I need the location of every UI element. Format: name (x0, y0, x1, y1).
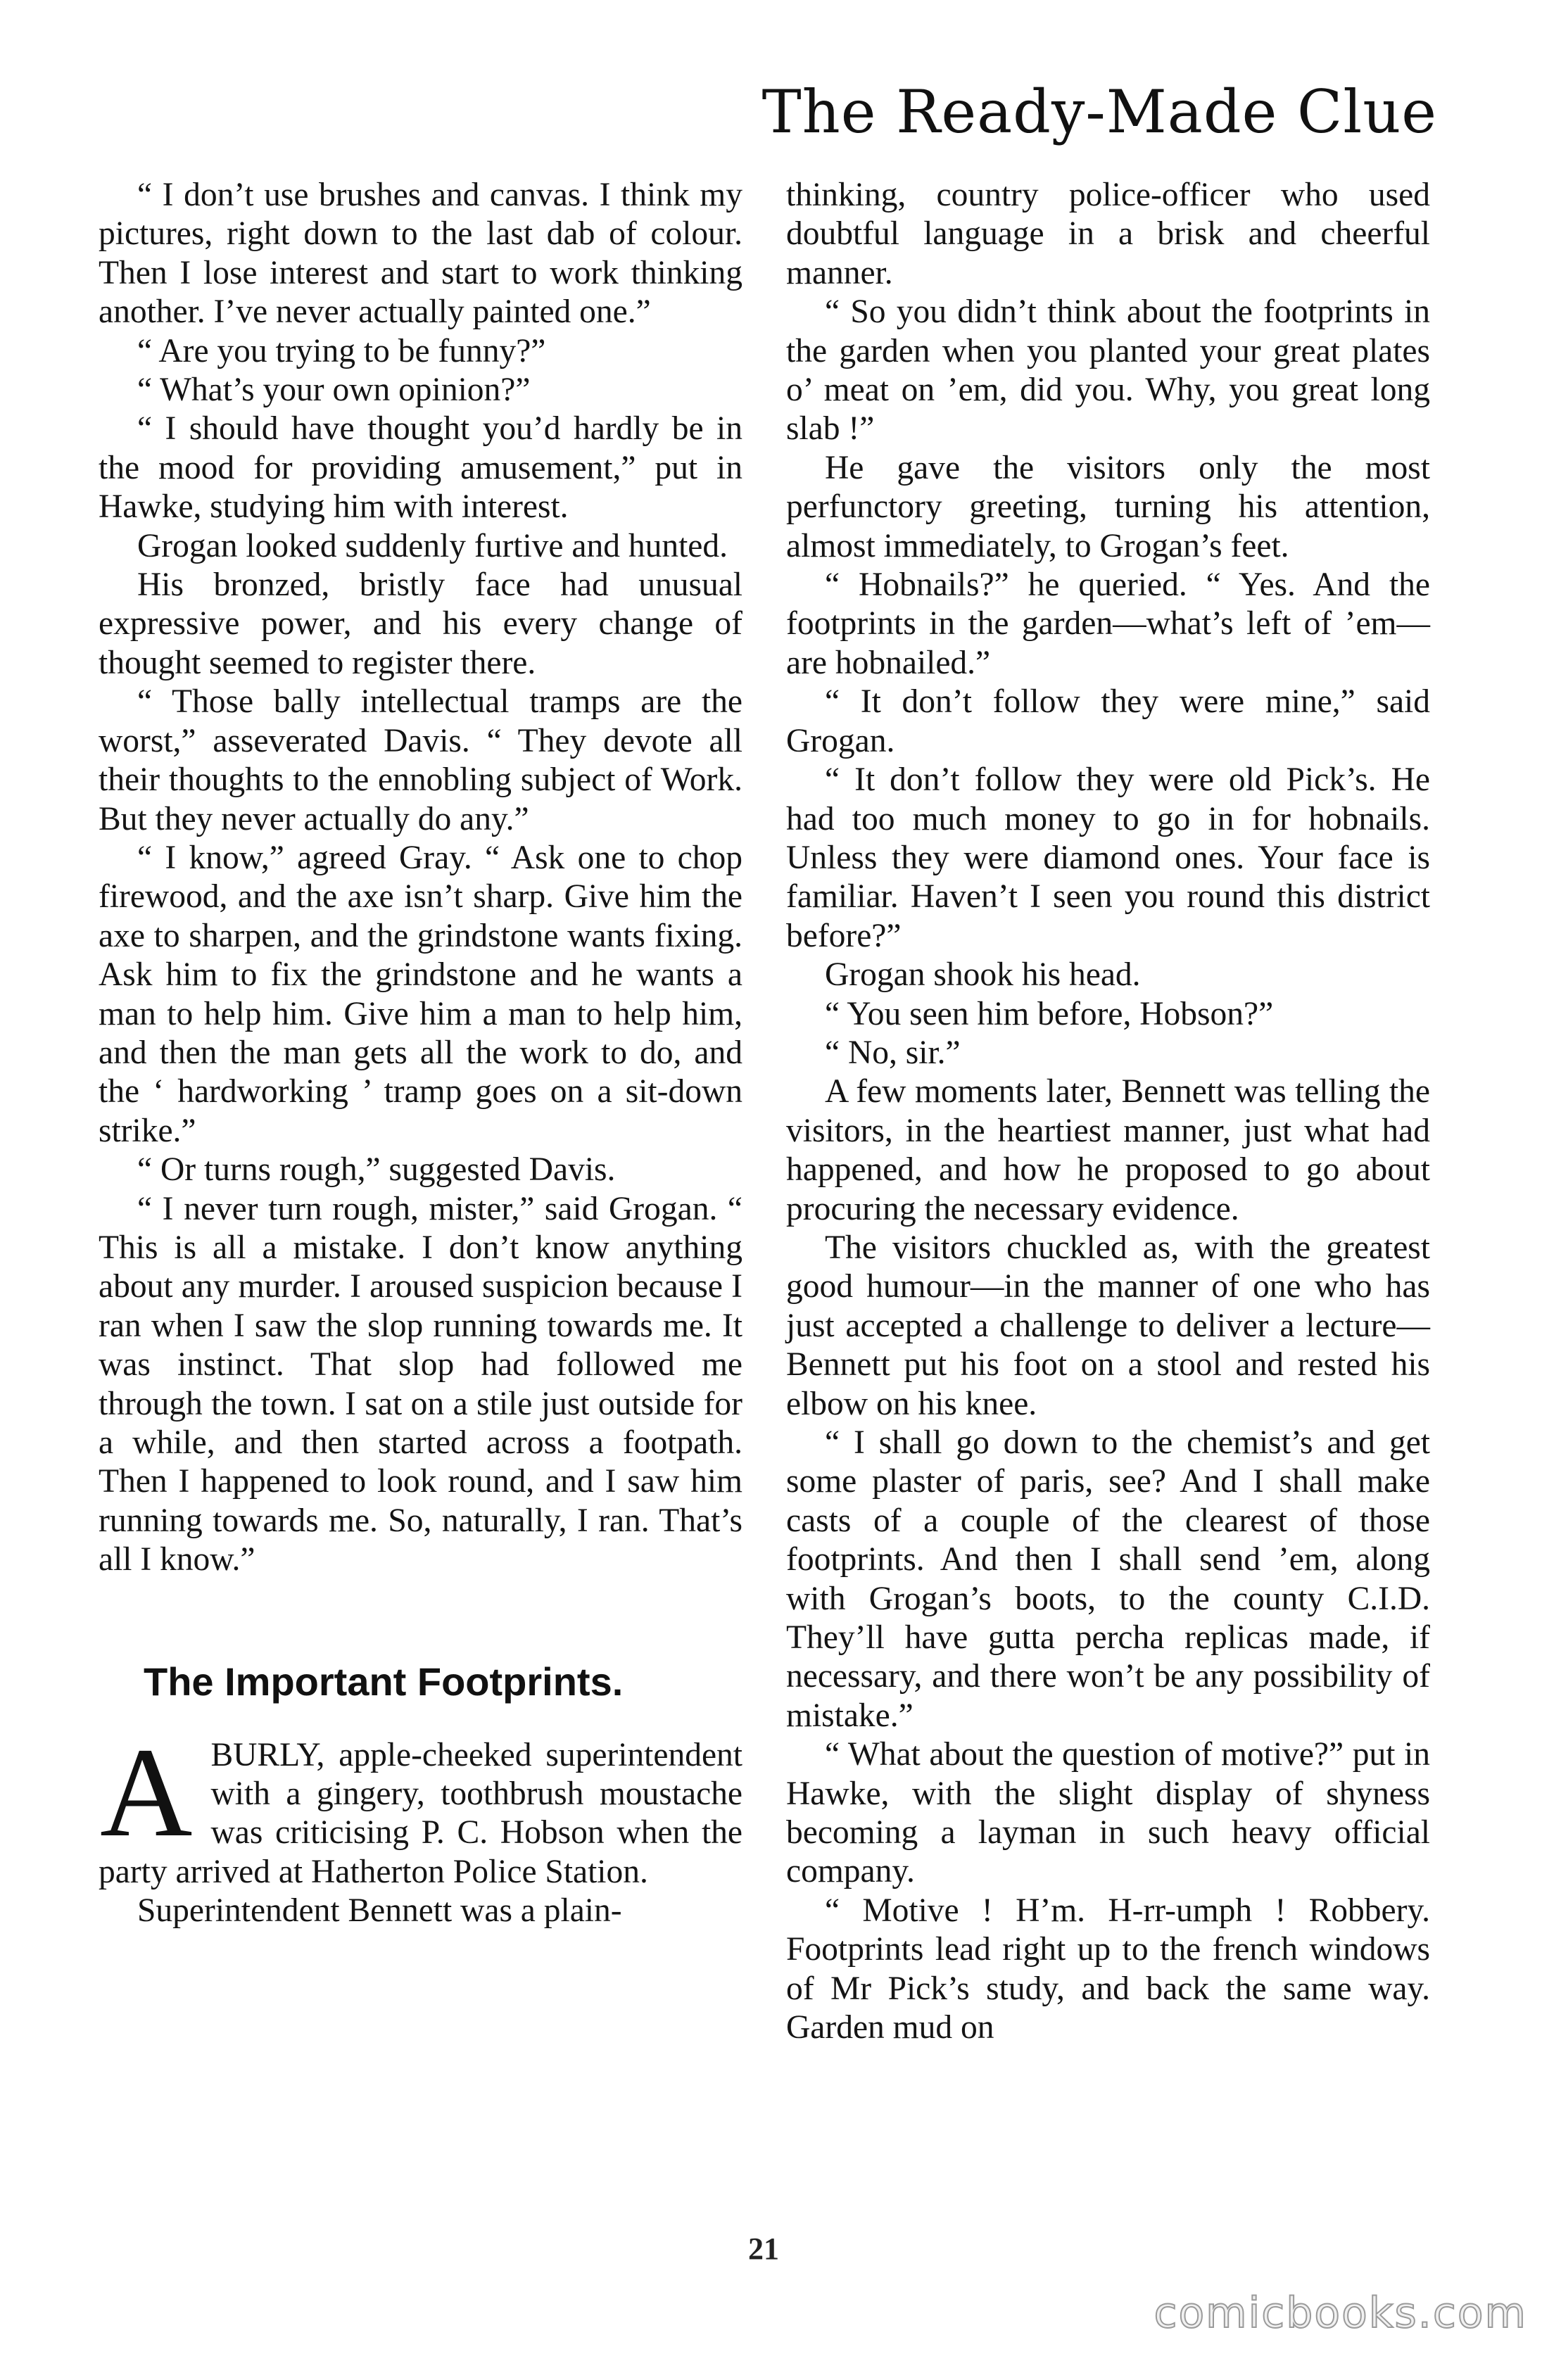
right-column (786, 176, 1430, 2048)
paragraph: “ What’s your own opinion?” (137, 372, 531, 409)
paragraph: “ Hobnails?” he queried. “ Yes. And the footprints in the garden—what’s left of ’em—are hobnailed.” (786, 566, 1430, 681)
running-title: The Ready-Made Clue (761, 77, 1437, 146)
paragraph: “ Motive ! H’m. H-rr-umph ! Robbery. Footprints lead right up to the french windows of Mr Pick’s study, and back the same way. Garden mud on (786, 1892, 1430, 2046)
paragraph: Grogan shook his head. (825, 956, 1141, 994)
paragraph: “ It don’t follow they were old Pick’s. He had too much money to go in for hobnails. Unless they were diamond ones. Your face is familiar. Haven’t I seen you round this district before?” (786, 761, 1430, 954)
paragraph: His bronzed, bristly face had unusual expressive power, and his every change of thought seemed to register there. (99, 566, 742, 681)
paragraph: A few moments later, Bennett was telling the visitors, in the heartiest manner, just what had happened, and how he proposed to go about procuring the necessary evidence. (786, 1073, 1430, 1227)
paragraph: He gave the visitors only the most perfunctory greeting, turning his attention, almost immediately, to Grogan’s feet. (786, 449, 1430, 564)
paragraph: “ So you didn’t think about the footprints in the garden when you planted your great plates o’ meat on ’em, did you. Why, you great long slab !” (786, 293, 1430, 448)
paragraph: “ I don’t use brushes and canvas. I think my pictures, right down to the last dab of colour. Then I lose interest and start to work thinking another. I’ve never actually painted one.” (99, 177, 742, 331)
paragraph: “ It don’t follow they were mine,” said Grogan. (786, 683, 1430, 759)
lead-paragraph-text: BURLY, apple-cheeked superintendent with a gingery, toothbrush moustache was criticising P. C. Hobson when the party arrived at Hatherton Police Station. (99, 1736, 742, 1890)
paragraph: “ Those bally intellectual tramps are the worst,” asseverated Davis. “ They devote all their thoughts to the ennobling subject of Work. But they never actually do any.” (99, 683, 742, 837)
watermark: comicbooks.com (1154, 2289, 1527, 2338)
paragraph: “ I shall go down to the chemist’s and get some plaster of paris, see? And I shall make casts of a couple of the clearest of those footprints. And then I shall send ’em, along with Grogan’s boots, to the county C.I.D. They’ll have gutta percha replicas made, if necessary, and there won’t be any possibility of mistake.” (786, 1424, 1430, 1734)
paragraph: “ I never turn rough, mister,” said Grogan. “ This is all a mistake. I don’t know anything about any murder. I aroused suspicion because I ran when I saw the slop running towards me. It was instinct. That slop had followed me through the town. I sat on a stile just outside for a while, and then started across a footpath. Then I happened to look round, and I saw him running towards me. So, naturally, I ran. That’s all I know.” (99, 1190, 742, 1578)
page-number: 21 (748, 2232, 779, 2266)
paragraph: “ What about the question of motive?” put in Hawke, with the slight display of shyness becoming a layman in such heavy official company. (786, 1736, 1430, 1890)
paragraph: “ Are you trying to be funny?” (137, 332, 546, 369)
paragraph: “ Or turns rough,” suggested Davis. (137, 1151, 616, 1189)
paragraph: “ You seen him before, Hobson?” (825, 995, 1274, 1032)
section-heading: The Important Footprints. (144, 1659, 624, 1704)
drop-cap: A (100, 1721, 193, 1863)
paragraph: “ No, sir.” (825, 1034, 961, 1071)
paragraph: “ I should have thought you’d hardly be in the mood for providing amusement,” put in Hawke, studying him with interest. (99, 410, 742, 526)
paragraph: “ I know,” agreed Gray. “ Ask one to chop firewood, and the axe isn’t sharp. Give him the axe to sharpen, and the grindstone wants fixing. Ask him to fix the grindstone and he wants a man to help him. Give him a man to help him, and then the man gets all the work to do, and the ‘ hardworking ’ tramp goes on a sit-down strike.” (99, 839, 742, 1149)
paragraph: Superintendent Bennett was a plain- (137, 1892, 622, 1930)
left-column (99, 176, 742, 1931)
paragraph: Grogan looked suddenly furtive and hunted. (137, 527, 728, 564)
continued-paragraph: thinking, country police-officer who used doubtful language in a brisk and cheerful manner. (786, 177, 1430, 291)
paragraph: The visitors chuckled as, with the greatest good humour—in the manner of one who has just accepted a challenge to deliver a lecture—Bennett put his foot on a stool and rested his elbow on his knee. (786, 1229, 1430, 1422)
lead-paragraph (99, 1721, 742, 1892)
